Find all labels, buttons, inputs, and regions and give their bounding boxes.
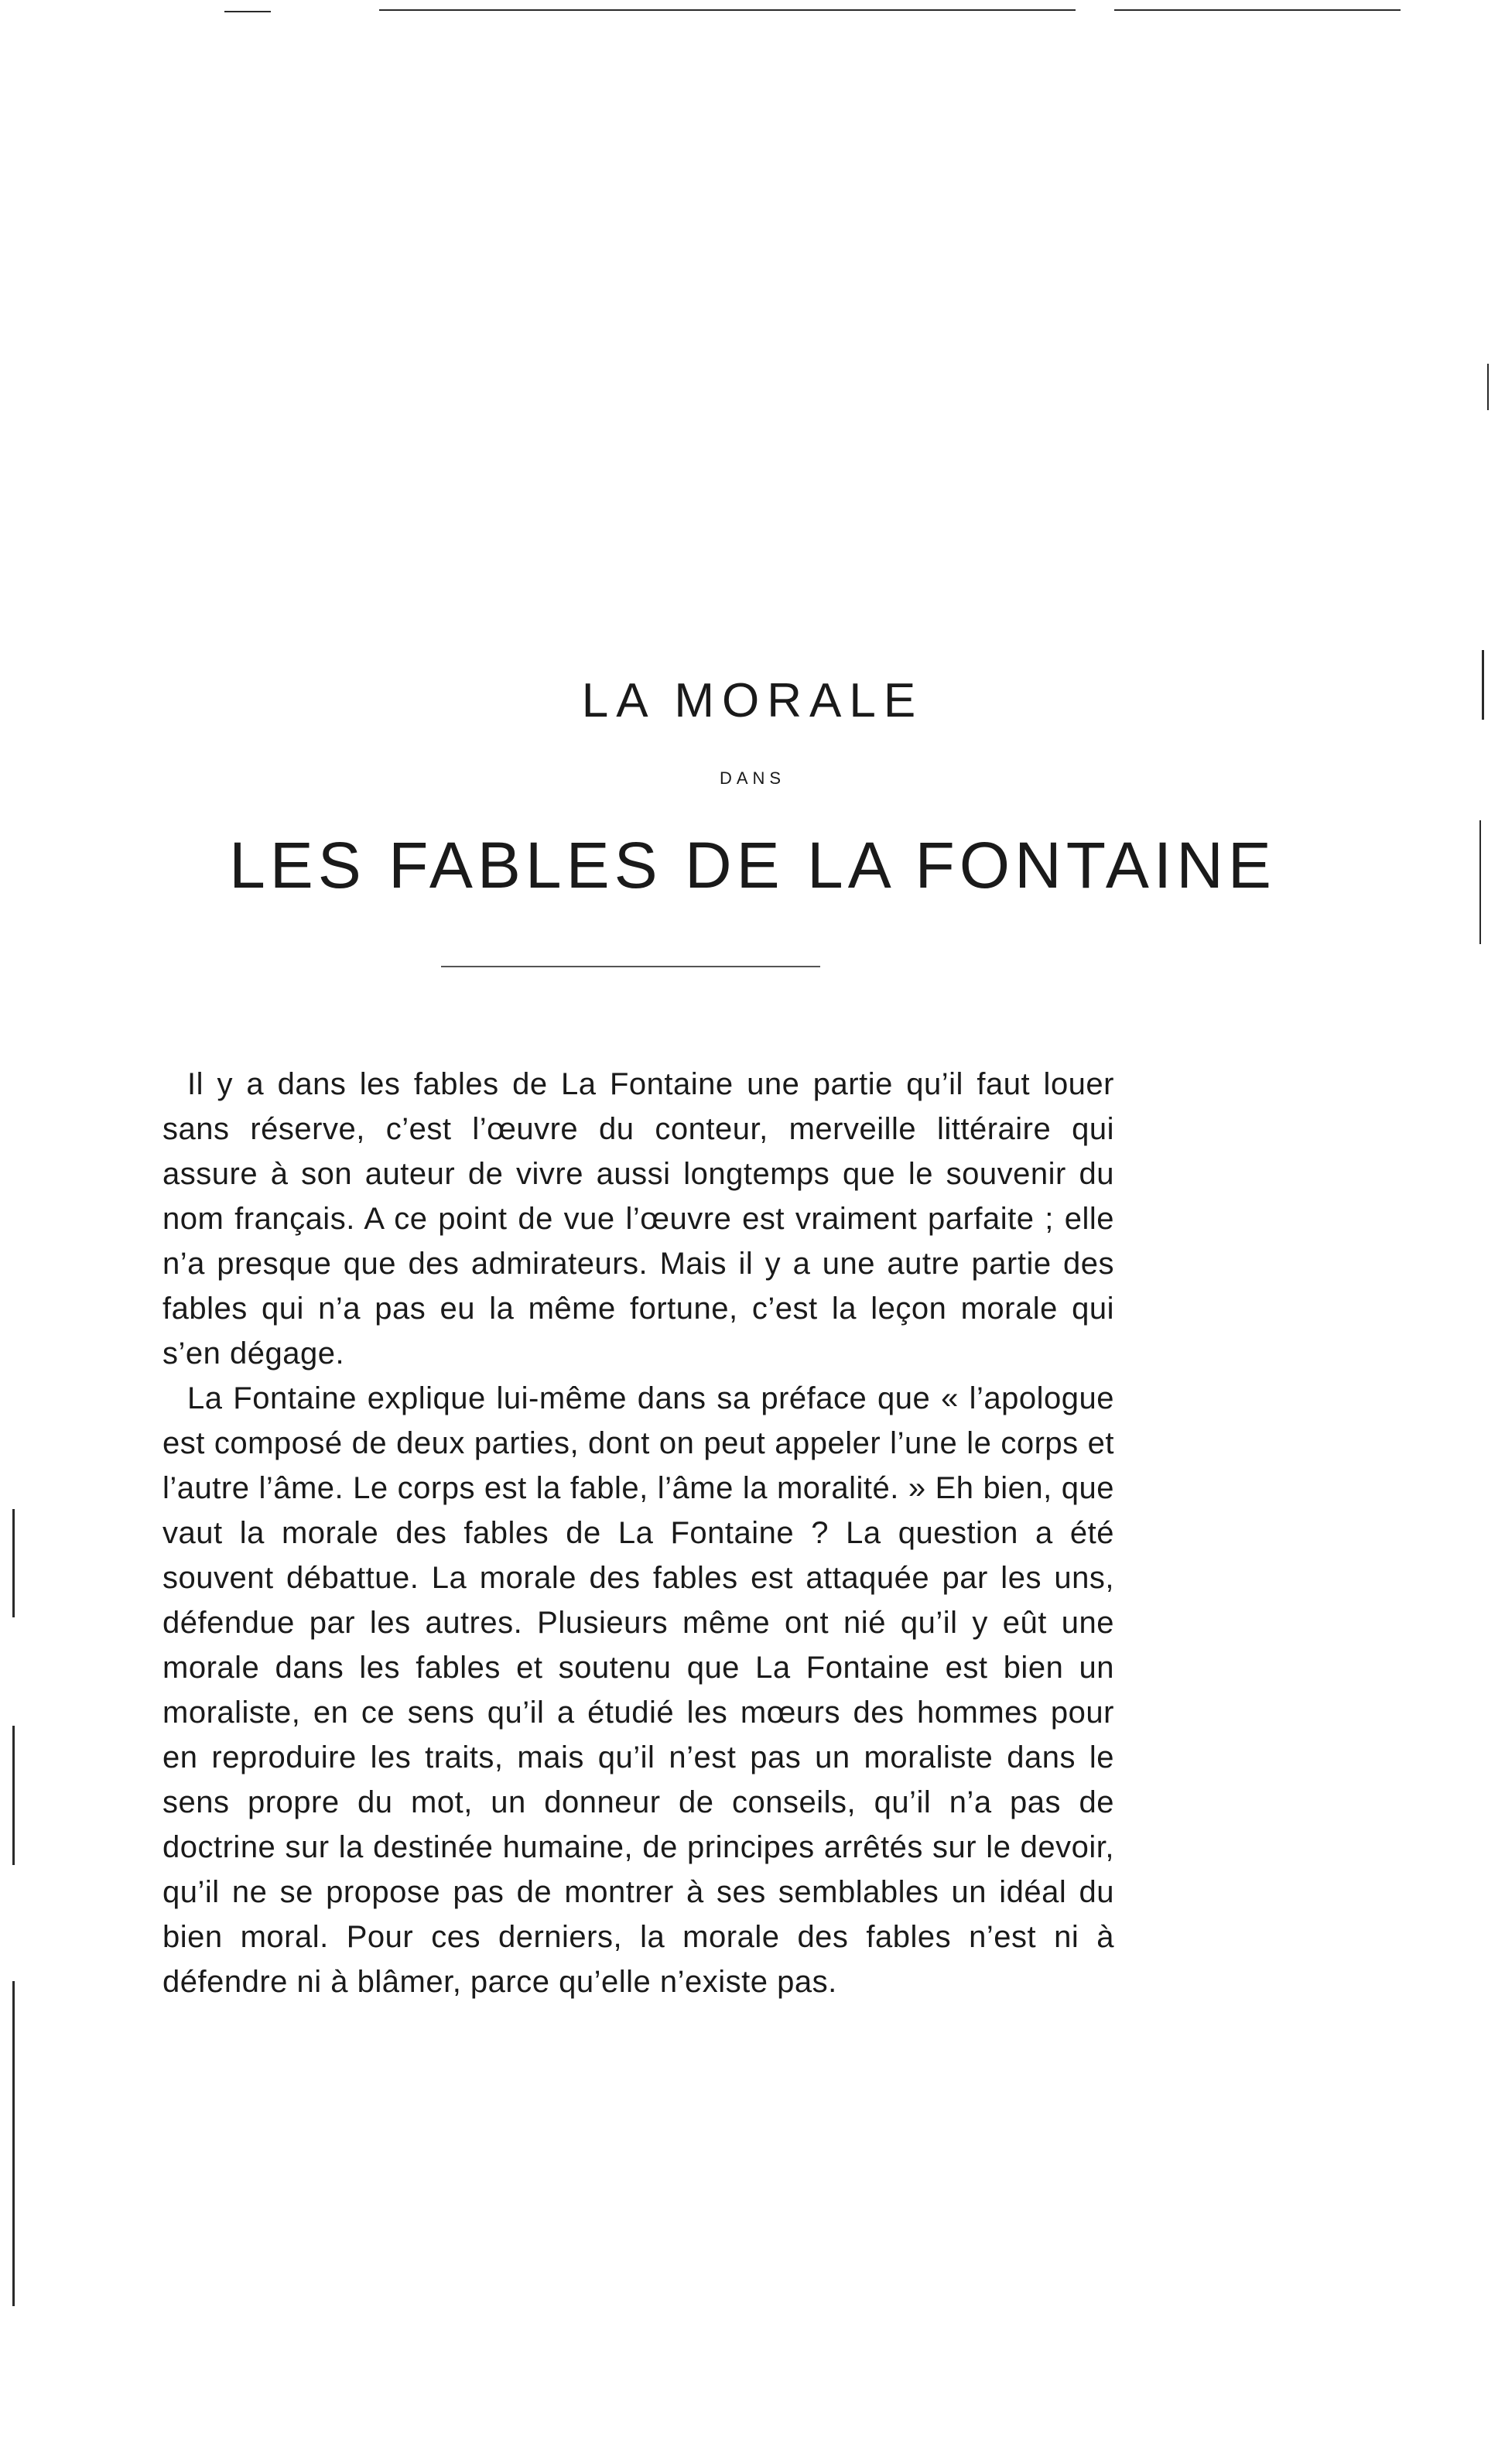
chapter-subtitle: LES FABLES DE LA FONTAINE bbox=[229, 829, 1276, 902]
title-divider bbox=[441, 966, 820, 967]
body-text bbox=[162, 1062, 1114, 2004]
chapter-title: LA MORALE bbox=[581, 674, 924, 727]
scan-artifact-top bbox=[379, 9, 1076, 11]
scan-artifact-top bbox=[1114, 9, 1401, 11]
paragraph: Il y a dans les fables de La Fontaine une partie qu’il faut louer sans réserve, c’est l’œuvre du conteur, merveille littéraire qui assure à son auteur de vivre aussi longtemps que le souvenir du nom français. A ce point de vue l’œuvre est vraiment parfaite ; elle n’a presque que des admirateurs. Mais il y a une autre partie des fables qui n’a pas eu la même fortune, c’est la leçon morale qui s’en dégage. bbox=[162, 1067, 1114, 1371]
scan-artifact-left bbox=[12, 1981, 15, 2306]
scan-artifact-top bbox=[224, 11, 271, 12]
scan-artifact-left bbox=[12, 1509, 15, 1617]
title-connector: DANS bbox=[719, 768, 786, 788]
scan-artifact-right bbox=[1487, 364, 1489, 410]
paragraph: La Fontaine explique lui-même dans sa préface que « l’apologue est composé de deux parties, dont on peut appeler l’une le corps et l’autre l’âme. Le corps est la fable, l’âme la moralité. » Eh bien, que vaut la morale des fables de La Fontaine ? La question a été souvent débattue. La morale des fables est attaquée par les uns, défendue par les autres. Plusieurs même ont nié qu’il y eût une morale dans les fables et soutenu que La Fontaine est bien un moraliste, en ce sens qu’il a étudié les mœurs des hommes pour en reproduire les traits, mais qu’il n’est pas un moraliste dans le sens propre du mot, un donneur de conseils, qu’il n’a pas de doctrine sur la destinée humaine, de principes arrêtés sur le devoir, qu’il ne se propose pas de montrer à ses semblables un idéal du bien moral. Pour ces derniers, la morale des fables n’est ni à défendre ni à blâmer, parce qu’elle n’existe pas. bbox=[162, 1381, 1114, 1999]
scan-artifact-left bbox=[12, 1726, 15, 1865]
